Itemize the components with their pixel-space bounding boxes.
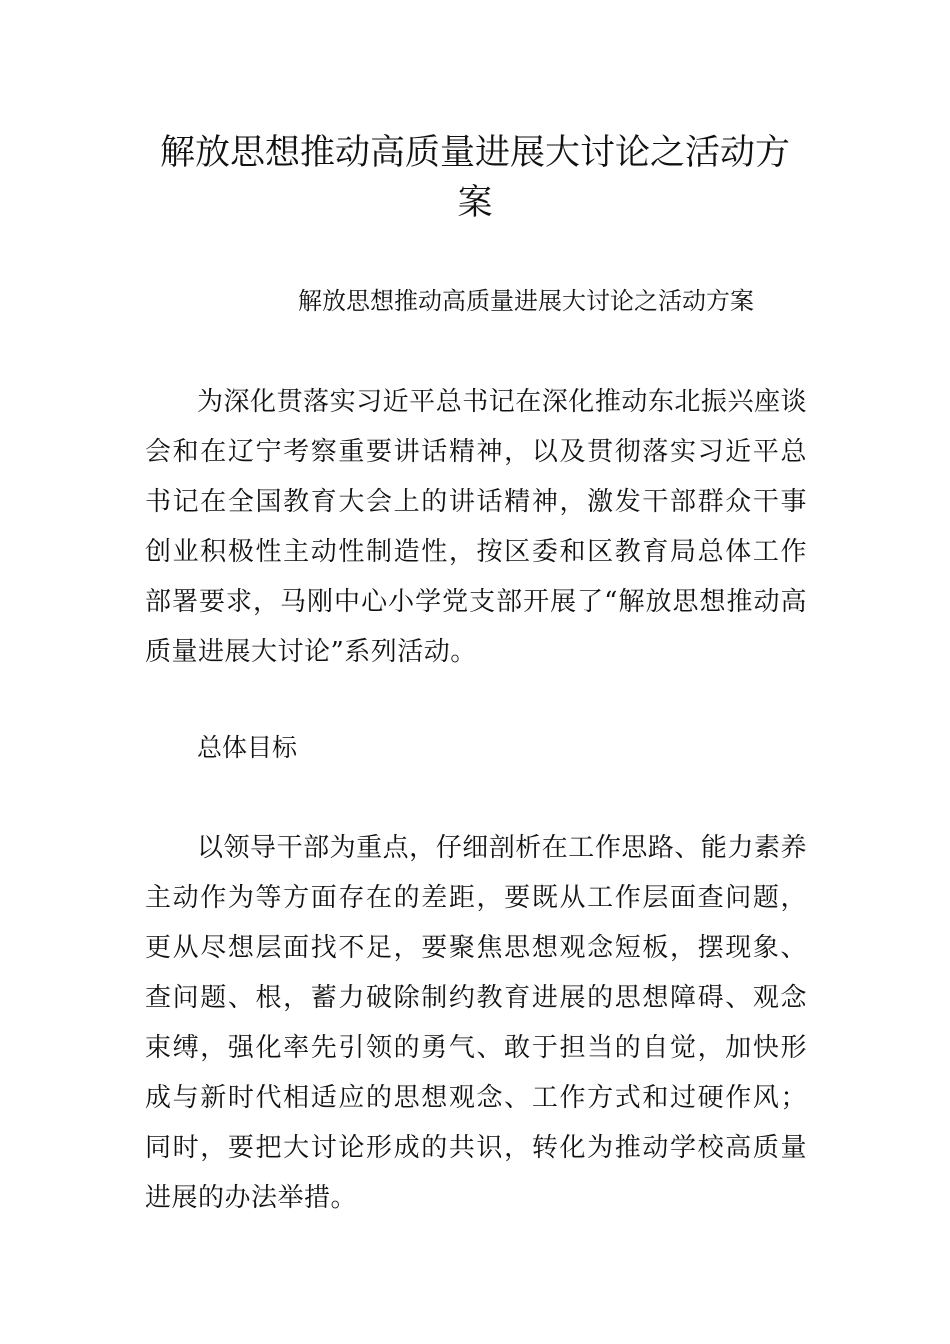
document-subtitle: 解放思想推动高质量进展大讨论之活动方案 — [298, 287, 754, 315]
intro-paragraph: 为深化贯落实习近平总书记在深化推动东北振兴座谈会和在辽宁考察重要讲话精神，以及贯彻落实习近平总书记在全国教育大会上的讲话精神，激发干部群众干事创业积极性主动性制造性，按区委和区教育局总体工作部署要求，马刚中心小学党支部开展了“解放思想推动高质量进展大讨论”系列活动。 — [145, 387, 807, 667]
goal-paragraph: 以领导干部为重点，仔细剖析在工作思路、能力素养主动作为等方面存在的差距，要既从工作层面查问题，更从尽想层面找不足，要聚焦思想观念短板，摆现象、查问题、根，蓄力破除制约教育进展的思想障碍、观念束缚，强化率先引领的勇气、敢于担当的自觉，加快形成与新时代相适应的思想观念、工作方式和过硬作风；同时，要把大讨论形成的共识，转化为推动学校高质量进展的办法举措。 — [145, 833, 807, 1213]
document-title: 解放思想推动高质量进展大讨论之活动方案 — [159, 133, 790, 223]
section-heading: 总体目标 — [197, 733, 298, 762]
